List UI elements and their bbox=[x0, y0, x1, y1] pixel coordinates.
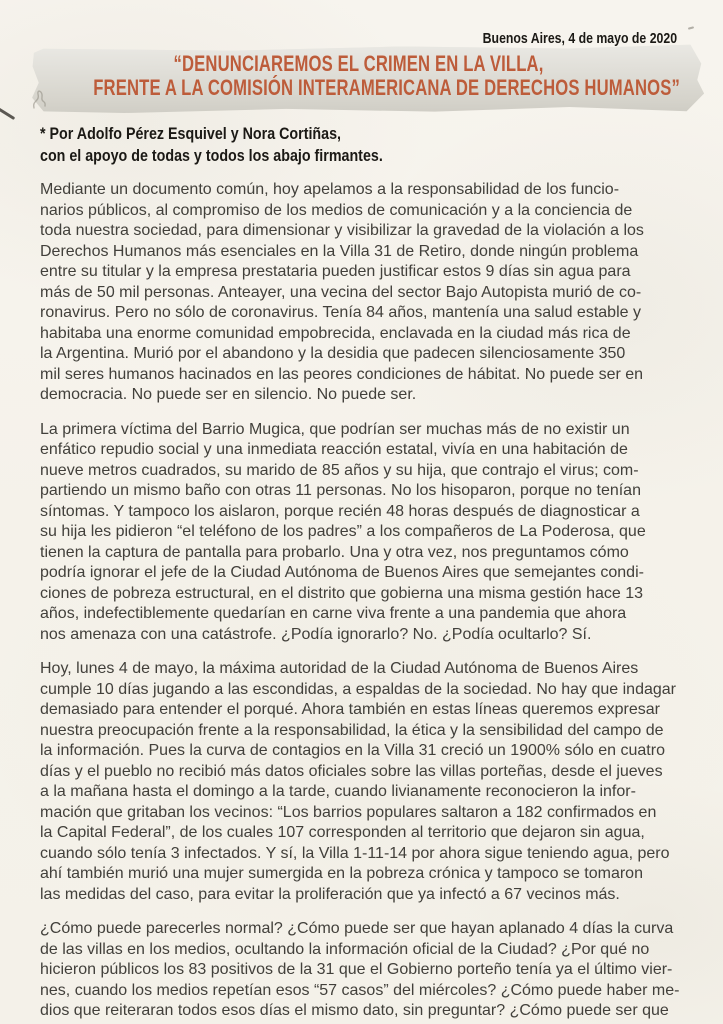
text-line: de las villas en los medios, ocultando la información oficial de la Ciudad? ¿Por qué no bbox=[40, 940, 650, 958]
text-line: más de 50 mil personas. Anteayer, una vecina del sector Bajo Autopista murió de co- bbox=[40, 283, 642, 301]
article-body bbox=[40, 180, 683, 1024]
text-line: Mediante un documento común, hoy apelamos a la responsabilidad de los funcio- bbox=[40, 181, 620, 198]
text-line: ciones de pobreza estructural, en el distrito que gobierna una misma gestión hace 13 bbox=[40, 584, 644, 602]
text-line: habitaba una enorme comunidad empobrecida, enclavada en la ciudad más rica de bbox=[40, 324, 631, 342]
text-line: la Capital Federal”, de los cuales 107 corresponden al territorio que dejaron sin agua, bbox=[40, 824, 645, 841]
text-line: cumple 10 días jugando a las escondidas, a espaldas de la sociedad. No hay que indagar bbox=[40, 680, 676, 698]
text-line: a la mañana hasta el domingo a la tarde, cuando livianamente reconocieron la infor- bbox=[40, 783, 636, 800]
text-line: días y el pueblo no recibió más datos oficiales sobre las villas porteñas, desde el jueves bbox=[40, 762, 663, 780]
text-line: La primera víctima del Barrio Mugica, que podrían ser muchas más de no existir un bbox=[40, 420, 630, 438]
text-line: dios que reiteraran todos esos días el mismo dato, sin preguntar? ¿Cómo puede ser que bbox=[40, 1002, 669, 1019]
byline-line-2: con el apoyo de todas y todos los abajo firmantes. bbox=[40, 146, 383, 165]
text-line: enfático repudio social y una inmediata reacción estatal, vivía en una habitación de bbox=[40, 441, 628, 458]
text-line: entre su titular y la empresa prestataria pueden justificar estos 9 días sin agua para bbox=[40, 263, 631, 280]
text-line: ahí también murió una mujer sumergida en la pobreza crónica y tampoco se tomaron bbox=[40, 865, 643, 882]
headline-line-2: FRENTE A LA COMISIÓN INTERAMERICANA DE DERECHOS HUMANOS” bbox=[93, 74, 680, 100]
text-line: mación que gritaban los vecinos: “Los barrios populares saltaron a 182 confirmados en bbox=[40, 803, 657, 821]
text-line: partiendo un mismo baño con otras 11 personas. No los hisoparon, porque no tenían bbox=[40, 482, 641, 499]
text-line: toda nuestra sociedad, para dimensionar y visibilizar la gravedad de la violación a los bbox=[40, 222, 644, 239]
paragraph bbox=[40, 180, 683, 406]
paragraph bbox=[40, 420, 683, 646]
text-line: demasiado para entender el porqué. Ahora también en estas líneas queremos expresar bbox=[40, 701, 660, 718]
headline bbox=[0, 52, 717, 99]
text-line: Hoy, lunes 4 de mayo, la máxima autoridad de la Ciudad Autónoma de Buenos Aires bbox=[40, 660, 639, 677]
text-line: mil seres humanos hacinados en las peores condiciones de hábitat. No puede ser en bbox=[40, 365, 644, 383]
text-line: narios públicos, al compromiso de los medios de comunicación y a la conciencia de bbox=[40, 201, 633, 219]
text-line: nos amenaza con una catástrofe. ¿Podía ignorarlo? No. ¿Podía ocultarlo? Sí. bbox=[40, 625, 592, 643]
paragraph bbox=[40, 919, 683, 1022]
ink-mark bbox=[0, 107, 15, 120]
text-line: nuestra preocupación frente a la responsabilidad, la ética y la sensibilidad del campo de bbox=[40, 721, 664, 739]
headline-line-1: “DENUNCIAREMOS EL CRIMEN EN LA VILLA, bbox=[173, 51, 544, 76]
dateline: Buenos Aires, 4 de mayo de 2020 bbox=[482, 30, 677, 47]
text-line: ronavirus. Pero no sólo de coronavirus. Tenía 84 años, mantenía una salud estable y bbox=[40, 304, 641, 321]
text-line: la Argentina. Murió por el abandono y la desidia que padecen silenciosamente 350 bbox=[40, 345, 626, 362]
text-line: nes, cuando los medios repetían esos “57 casos” del miércoles? ¿Cómo puede haber me- bbox=[40, 981, 680, 999]
text-line: las medidas del caso, para evitar la proliferación que ya infectó a 67 vecinos más. bbox=[40, 885, 620, 903]
text-line: síntomas. Y tampoco los aislaron, porque recién 48 horas después de diagnosticar a bbox=[40, 502, 640, 520]
text-line: podría ignorar el jefe de la Ciudad Autónoma de Buenos Aires que semejantes condi- bbox=[40, 564, 644, 581]
byline bbox=[40, 123, 448, 167]
paragraph bbox=[40, 659, 683, 905]
text-line: democracia. No puede ser en silencio. No puede ser. bbox=[40, 386, 417, 403]
text-line: tienen la captura de pantalla para probarlo. Una y otra vez, nos preguntamos cómo bbox=[40, 543, 629, 561]
text-line: cuando sólo tenía 3 infectados. Y sí, la Villa 1-11-14 por ahora sigue teniendo agua, pero bbox=[40, 844, 670, 862]
byline-line-1: * Por Adolfo Pérez Esquivel y Nora Cortiñas, bbox=[40, 124, 342, 143]
text-line: hicieron públicos los 83 positivos de la 31 que el Gobierno porteño tenía ya el último vier- bbox=[40, 961, 673, 978]
text-line: nueve metros cuadrados, su marido de 85 años y su hija, que contrajo el virus; com- bbox=[40, 461, 639, 479]
text-line: su hija les pidieron “el teléfono de los padres” a los compañeros de La Poderosa, que bbox=[40, 523, 646, 540]
text-line: la información. Pues la curva de contagios en la Villa 31 creció un 1900% sólo en cuatro bbox=[40, 742, 665, 759]
paper-fleck bbox=[688, 26, 694, 29]
text-line: años, indefectiblemente quedarían en carne viva frente a una pandemia que ahora bbox=[40, 605, 627, 622]
text-line: Derechos Humanos más esenciales en la Villa 31 de Retiro, donde ningún problema bbox=[40, 242, 639, 260]
text-line: ¿Cómo puede parecerles normal? ¿Cómo puede ser que hayan aplanado 4 días la curva bbox=[40, 920, 674, 937]
